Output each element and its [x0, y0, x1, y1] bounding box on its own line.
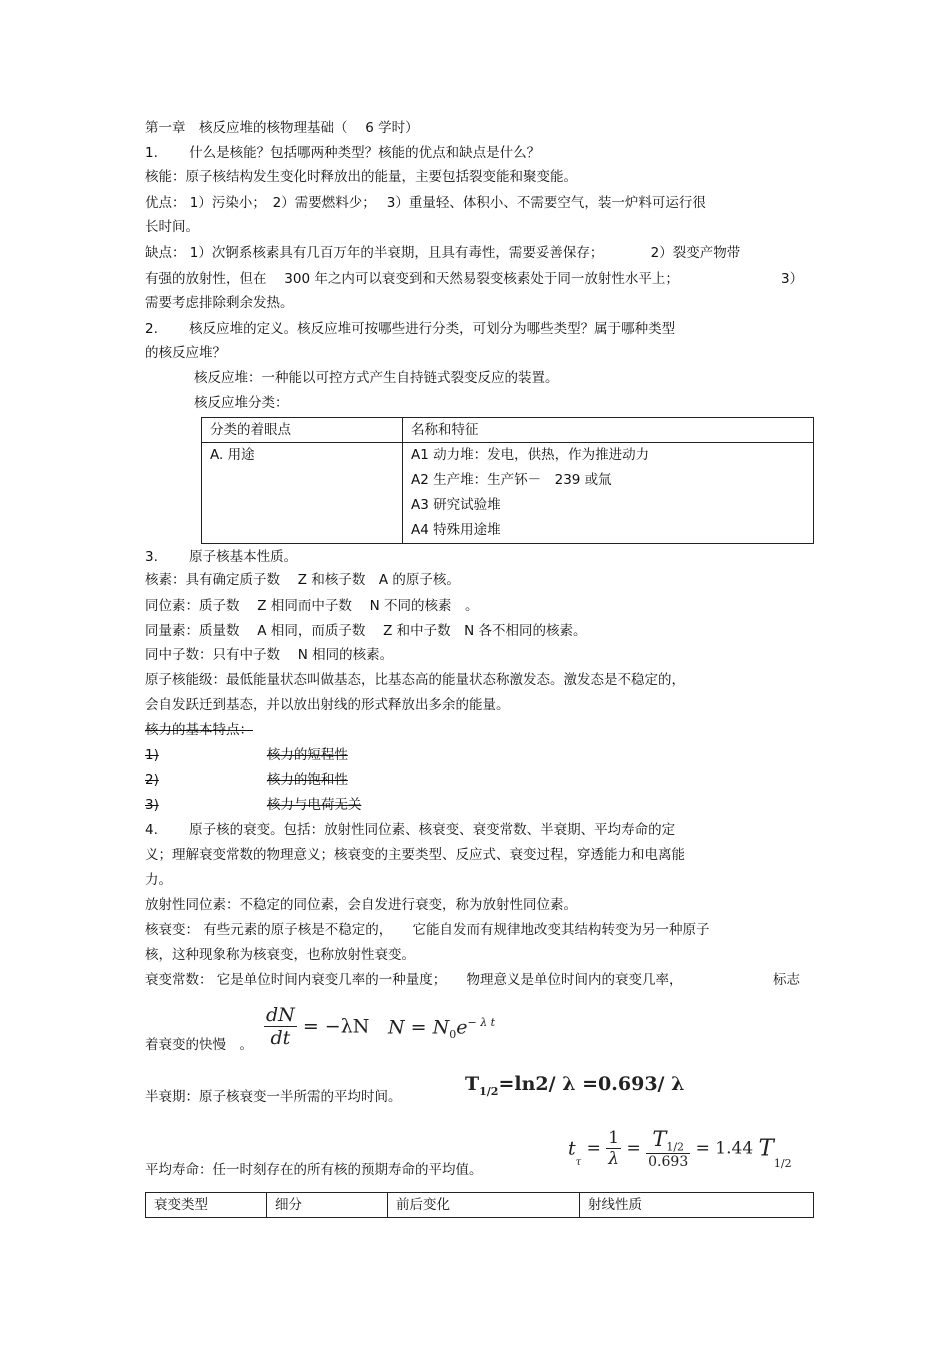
item-number: 1)	[145, 747, 159, 763]
energy-level-line-2: 会自发跃迁到基态，并以放出射线的形式释放出多余的能量。	[145, 697, 510, 713]
question-2-line-1: 2. 核反应堆的定义。核反应堆可按哪些进行分类，可划分为哪些类型？属于哪种类型	[145, 321, 676, 337]
table-header-cell: 细分	[267, 1193, 388, 1218]
item-number: 3)	[145, 797, 159, 813]
mean-life-formula	[568, 1127, 792, 1170]
mean-life-definition: 平均寿命：任一时刻存在的所有核的预期寿命的平均值。	[145, 1162, 483, 1178]
table-header-row	[202, 418, 814, 443]
fraction-denominator: 0.693	[648, 1154, 689, 1171]
question-1: 1. 什么是核能？包括哪两种类型？核能的优点和缺点是什么？	[145, 145, 541, 161]
question-4-line-3: 力。	[145, 872, 172, 888]
mean-t: t	[568, 1137, 576, 1160]
table-header-cell: 名称和特征	[403, 418, 814, 443]
mean-T-subscript: 1/2	[773, 1157, 792, 1171]
disadvantages-line-2: 有强的放射性，但在 300 年之内可以衰变到和天然易裂变核素处于同一放射性水平上；	[145, 271, 679, 287]
n-equals: N = N	[388, 1016, 450, 1039]
euler-e: e	[456, 1016, 468, 1039]
item-number: 2)	[145, 772, 159, 788]
energy-level-line-1: 原子核能级：最低能量状态叫做基态，比基态高的能量状态称激发态。激发态是不稳定的，	[145, 672, 685, 688]
table-header-row	[146, 1193, 814, 1218]
half-life-definition: 半衰期：原子核衰变一半所需的平均时间。	[145, 1089, 402, 1105]
advantages-line-1: 优点： 1）污染小； 2）需要燃料少； 3）重量轻、体积小、不需要空气，装一炉料可运行很	[145, 195, 706, 211]
question-3: 3. 原子核基本性质。	[145, 549, 298, 565]
half-life-rhs: =ln2/ λ =0.693/ λ	[498, 1073, 685, 1095]
table-header-cell: 射线性质	[580, 1193, 814, 1218]
question-4-line-2: 义；理解衰变常数的物理意义；核衰变的主要类型、反应式、衰变过程，穿透能力和电离能	[145, 847, 685, 863]
one-over-lambda	[606, 1128, 621, 1169]
fraction-denominator: dt	[270, 1027, 291, 1049]
reactor-classification-table	[201, 417, 814, 544]
exponential-decay-formula	[388, 1016, 495, 1041]
fraction-numerator: 1	[608, 1128, 620, 1149]
nuclear-energy-definition: 核能：原子核结构发生变化时释放出的能量，主要包括裂变能和聚变能。	[145, 169, 577, 185]
isobar-definition: 同量素：质量数 A 相同，而质子数 Z 和中子数 N 各不相同的核素。	[145, 623, 587, 639]
disadvantages-line-2-tail: 3）	[781, 271, 804, 287]
equals-sign: =	[626, 1138, 641, 1159]
chapter-title: 第一章 核反应堆的核物理基础（ 6 学时）	[145, 120, 419, 136]
isotone-definition: 同中子数：只有中子数 N 相同的核素。	[145, 647, 394, 663]
table-header-cell: 衰变类型	[146, 1193, 267, 1218]
nuclear-force-item	[145, 771, 369, 789]
half-life-over-0693	[646, 1127, 690, 1170]
decay-constant-line-1: 衰变常数： 它是单位时间内衰变几率的一种量度； 物理意义是单位时间内的衰变几率，	[145, 972, 683, 988]
fraction-numerator: dN	[266, 1004, 295, 1026]
exponent: − λ t	[467, 1016, 496, 1029]
nuclear-force-item	[145, 796, 385, 814]
half-life-subscript: 1/2	[479, 1084, 499, 1098]
reactor-type-item: A4 特殊用途堆	[411, 522, 501, 538]
decay-definition-line-2: 核，这种现象称为核衰变，也称放射性衰变。	[145, 947, 415, 963]
equals-sign: =	[586, 1138, 601, 1159]
decay-constant-line-2: 着衰变的快慢 。	[145, 1037, 253, 1053]
item-text: 核力的短程性	[266, 747, 348, 763]
table-header-cell: 前后变化	[388, 1193, 580, 1218]
reactor-definition: 核反应堆：一种能以可控方式产生自持链式裂变反应的装置。	[194, 370, 559, 386]
nuclear-force-item	[145, 746, 369, 764]
reactor-type-item: A2 生产堆：生产钚－ 239 或氚	[411, 472, 612, 488]
isotope-definition: 同位素：质子数 Z 相同而中子数 N 不同的核素 。	[145, 598, 479, 614]
advantages-line-2: 长时间。	[145, 219, 199, 235]
numerator-subscript: 1/2	[666, 1140, 685, 1154]
reactor-type-item: A3 研究试验堆	[411, 497, 501, 513]
table-row	[202, 443, 814, 544]
item-text: 核力与电荷无关	[266, 797, 362, 813]
decay-law-formula	[264, 1004, 369, 1049]
table-cell-values	[403, 443, 814, 544]
half-life-T: T	[465, 1073, 480, 1095]
table-header-cell: 分类的着眼点	[202, 418, 403, 443]
table-cell-key: A. 用途	[202, 443, 403, 544]
mean-T: T	[758, 1135, 774, 1162]
question-4-line-1: 4. 原子核的衰变。包括：放射性同位素、核衰变、衰变常数、半衰期、平均寿命的定	[145, 822, 676, 838]
dn-dt-fraction	[264, 1004, 297, 1049]
question-2-line-2: 的核反应堆？	[145, 345, 226, 361]
decay-definition-line-1: 核衰变： 有些元素的原子核是不稳定的， 它能自发而有规律地改变其结构转变为另一种原子	[145, 922, 710, 938]
reactor-type-item: A1 动力堆：发电，供热，作为推进动力	[411, 447, 650, 463]
radioisotope-definition: 放射性同位素：不稳定的同位素，会自发进行衰变，称为放射性同位素。	[145, 897, 577, 913]
half-life-formula	[465, 1073, 684, 1098]
mean-rhs: = 1.44	[695, 1138, 754, 1159]
item-text: 核力的饱和性	[266, 772, 348, 788]
mean-t-subscript: τ	[575, 1157, 582, 1169]
nuclide-definition: 核素：具有确定质子数 Z 和核子数 A 的原子核。	[145, 572, 460, 588]
numerator-T: T	[652, 1127, 667, 1151]
n-subscript: 0	[449, 1028, 457, 1042]
decay-type-table	[145, 1192, 814, 1218]
fraction-denominator: λ	[608, 1149, 620, 1170]
reactor-classification-label: 核反应堆分类：	[194, 395, 289, 411]
decay-constant-line-1-tail: 标志	[773, 972, 800, 988]
disadvantages-line-1: 缺点： 1）次锕系核素具有几百万年的半衰期，且具有毒性，需要妥善保存； 2）裂变产物带	[145, 245, 741, 261]
disadvantages-line-3: 需要考虑排除剩余发热。	[145, 295, 294, 311]
decay-law-rhs: = −λN	[302, 1015, 370, 1038]
nuclear-force-title: 核力的基本特点：	[145, 722, 253, 738]
fraction-numerator	[646, 1127, 690, 1154]
